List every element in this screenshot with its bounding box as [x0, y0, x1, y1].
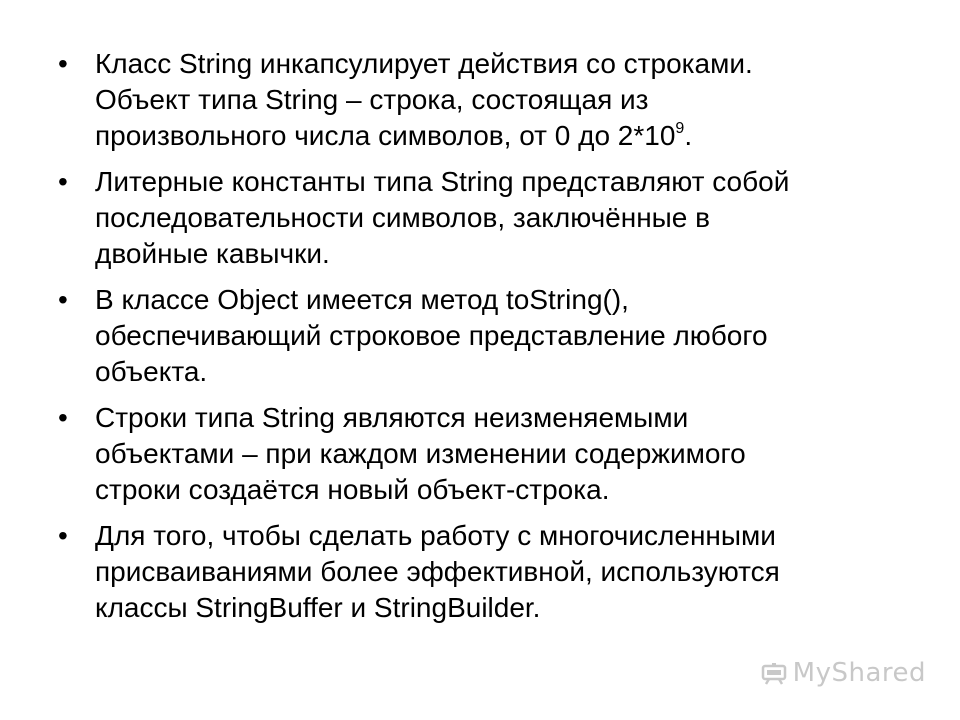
bullet-line: Объект типа String – строка, состоящая из — [95, 84, 649, 115]
bullet-line-with-exponent — [95, 118, 918, 154]
bullet-line: Литерные константы типа String представляют собой — [95, 166, 790, 197]
bullet-item-stringbuffer — [58, 518, 918, 626]
bullet-line: объектами – при каждом изменении содержимого — [95, 438, 746, 469]
bullet-line: Строки типа String являются неизменяемыми — [95, 402, 689, 433]
projector-board-icon — [761, 662, 787, 684]
bullet-line-text: произвольного числа символов, от 0 до 2*10 — [95, 120, 676, 151]
bullet-item-tostring — [58, 282, 918, 390]
exponent: 9 — [675, 120, 685, 137]
bullet-line: классы StringBuffer и StringBuilder. — [95, 592, 541, 623]
watermark — [761, 658, 926, 688]
bullet-line: присваиваниями более эффективной, используются — [95, 556, 780, 587]
bullet-line: обеспечивающий строковое представление любого — [95, 320, 768, 351]
bullet-line-tail: . — [684, 120, 693, 151]
bullet-line: Класс String инкапсулирует действия со строками. — [95, 48, 753, 79]
bullet-marker: • — [58, 48, 68, 79]
bullet-line: В классе Object имеется метод toString(), — [95, 284, 629, 315]
bullet-marker: • — [58, 284, 68, 315]
bullet-item-immutable — [58, 400, 918, 508]
bullet-line: последовательности символов, заключённые в — [95, 202, 711, 233]
bullet-list — [58, 46, 918, 636]
bullet-marker: • — [58, 520, 68, 551]
bullet-line: Для того, чтобы сделать работу с многочисленными — [95, 520, 776, 551]
bullet-line: строки создаётся новый объект-строка. — [95, 474, 610, 505]
bullet-marker: • — [58, 166, 68, 197]
bullet-item-string-class — [58, 46, 918, 154]
bullet-item-string-literals — [58, 164, 918, 272]
bullet-line: двойные кавычки. — [95, 238, 330, 269]
watermark-text: MyShared — [792, 658, 926, 688]
bullet-line: объекта. — [95, 356, 208, 387]
bullet-marker: • — [58, 402, 68, 433]
